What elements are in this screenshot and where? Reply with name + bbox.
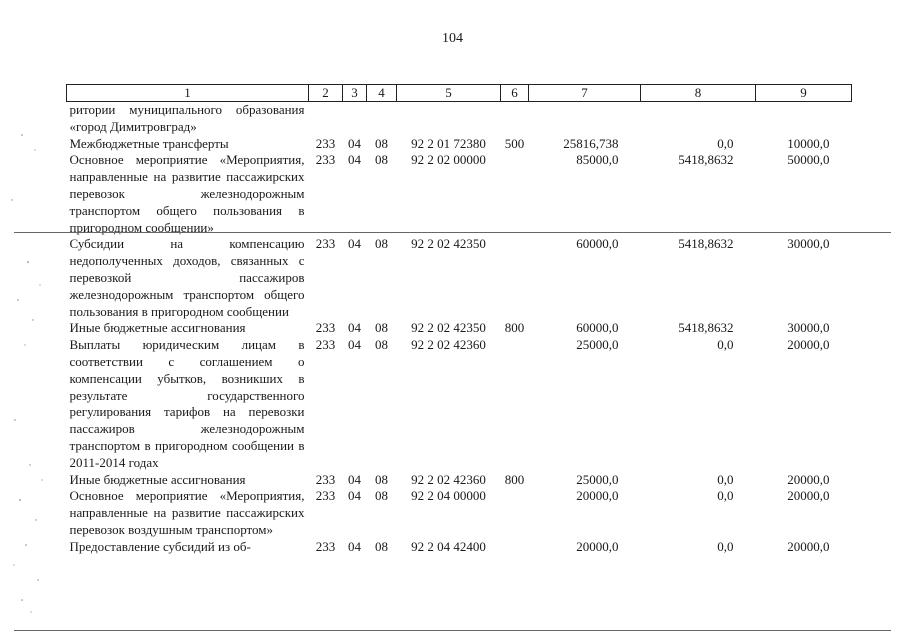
row-description: ритории муниципального образования «город Димитровград» <box>69 102 305 134</box>
table-body <box>67 102 852 556</box>
row-description: Субсидии на компенсацию недополученных доходов, связанных с перевозкой пассажиров железнодорожным транспортом общего пользования в пригородном сообщении <box>69 236 305 319</box>
col-3-cell: 04 <box>348 320 361 336</box>
col-2-cell <box>309 102 343 136</box>
col-3-cell: 04 <box>348 236 361 252</box>
col-4-cell: 08 <box>375 488 388 504</box>
row-description: Предоставление субсидий из об- <box>69 538 251 554</box>
col-2-cell: 233 <box>315 538 336 554</box>
col-2-cell: 233 <box>315 152 336 168</box>
col-8-cell: 5418,8632 <box>678 236 734 252</box>
col-6-cell <box>501 236 529 320</box>
col-5-cell <box>397 102 501 136</box>
col-2-cell: 233 <box>315 471 336 487</box>
table-row <box>67 152 852 236</box>
col-header-2: 2 <box>309 85 343 102</box>
col-2-cell: 233 <box>315 135 336 151</box>
col-6-cell <box>501 337 529 471</box>
col-9-cell: 30000,0 <box>787 320 830 336</box>
col-6-cell: 800 <box>504 471 525 487</box>
page-number: 104 <box>442 31 463 46</box>
col-3-cell: 04 <box>348 538 361 554</box>
col-5-cell: 92 2 02 00000 <box>411 152 486 168</box>
col-7-cell: 60000,0 <box>576 320 619 336</box>
col-header-5: 5 <box>397 85 501 102</box>
col-9-cell: 20000,0 <box>787 488 830 504</box>
col-4-cell <box>367 102 397 136</box>
table-row <box>67 488 852 538</box>
col-7-cell: 20000,0 <box>576 488 619 504</box>
col-3-cell: 04 <box>348 471 361 487</box>
col-5-cell: 92 2 04 00000 <box>411 488 486 504</box>
col-9-cell: 30000,0 <box>787 236 830 252</box>
col-7-cell: 60000,0 <box>576 236 619 252</box>
col-7-cell: 20000,0 <box>576 538 619 554</box>
col-6-cell <box>501 539 529 556</box>
table-row <box>67 102 852 136</box>
col-7-cell: 25000,0 <box>576 471 619 487</box>
col-9-cell: 20000,0 <box>787 337 830 353</box>
col-2-cell: 233 <box>315 320 336 336</box>
col-5-cell: 92 2 02 42360 <box>411 337 486 353</box>
budget-table <box>66 84 852 556</box>
col-3-cell: 04 <box>348 337 361 353</box>
col-4-cell: 08 <box>375 152 388 168</box>
table-row <box>67 236 852 320</box>
col-header-3: 3 <box>343 85 367 102</box>
col-9-cell: 20000,0 <box>787 471 830 487</box>
col-header-8: 8 <box>641 85 756 102</box>
col-3-cell: 04 <box>348 152 361 168</box>
col-7-cell: 85000,0 <box>576 152 619 168</box>
col-7-cell: 25816,738 <box>563 135 619 151</box>
row-description: Выплаты юридическим лицам в соответствии с соглашением о компенсации убытков, возникших в результате государственного регулирования тарифов на перевозки пассажиров железнодорожным транспортом в пригородном сообщении в 2011-2014 годах <box>69 337 305 470</box>
col-8-cell: 0,0 <box>717 135 734 151</box>
col-8-cell: 0,0 <box>717 488 734 504</box>
row-description: Межбюджетные трансферты <box>69 135 229 151</box>
col-4-cell: 08 <box>375 538 388 554</box>
col-5-cell: 92 2 01 72380 <box>411 135 486 151</box>
col-9-cell: 50000,0 <box>787 152 830 168</box>
col-3-cell: 04 <box>348 135 361 151</box>
col-9-cell: 20000,0 <box>787 538 830 554</box>
col-9-cell: 10000,0 <box>787 135 830 151</box>
col-5-cell: 92 2 04 42400 <box>411 538 486 554</box>
col-header-9: 9 <box>756 85 852 102</box>
col-2-cell: 233 <box>315 488 336 504</box>
col-5-cell: 92 2 02 42360 <box>411 471 486 487</box>
col-header-6: 6 <box>501 85 529 102</box>
col-8-cell: 5418,8632 <box>678 152 734 168</box>
col-9-cell <box>756 102 852 136</box>
col-6-cell: 500 <box>504 135 525 151</box>
col-7-cell: 25000,0 <box>576 337 619 353</box>
col-3-cell: 04 <box>348 488 361 504</box>
col-3-cell <box>343 102 367 136</box>
col-6-cell <box>501 488 529 538</box>
col-2-cell: 233 <box>315 236 336 252</box>
row-description: Иные бюджетные ассигнования <box>69 471 246 487</box>
col-8-cell: 0,0 <box>717 337 734 353</box>
table-row <box>67 320 852 337</box>
row-separator <box>14 232 891 233</box>
col-4-cell: 08 <box>375 135 388 151</box>
table-row <box>67 539 852 556</box>
col-8-cell: 0,0 <box>717 538 734 554</box>
col-8-cell: 5418,8632 <box>678 320 734 336</box>
table-row <box>67 136 852 153</box>
col-header-4: 4 <box>367 85 397 102</box>
col-2-cell: 233 <box>315 337 336 353</box>
row-description: Основное мероприятие «Мероприятия, направленные на развитие пассажирских перевозок воздушным транспортом» <box>69 488 305 537</box>
col-7-cell <box>529 102 641 136</box>
col-6-cell: 800 <box>504 320 525 336</box>
col-header-1: 1 <box>67 85 309 102</box>
col-8-cell <box>641 102 756 136</box>
col-4-cell: 08 <box>375 320 388 336</box>
col-header-7: 7 <box>529 85 641 102</box>
col-5-cell: 92 2 02 42350 <box>411 236 486 252</box>
col-6-cell <box>501 152 529 236</box>
bottom-rule <box>14 630 891 631</box>
row-description: Основное мероприятие «Мероприятия, направленные на развитие пассажирских перевозок железнодорожным транспортом общего пользования в пригородном сообщении» <box>69 152 305 235</box>
col-4-cell: 08 <box>375 236 388 252</box>
col-8-cell: 0,0 <box>717 471 734 487</box>
col-6-cell <box>501 102 529 136</box>
col-4-cell: 08 <box>375 337 388 353</box>
scan-noise <box>0 0 60 640</box>
table-row <box>67 337 852 471</box>
table-row <box>67 472 852 489</box>
column-number-row <box>67 85 852 102</box>
row-description: Иные бюджетные ассигнования <box>69 320 246 336</box>
col-5-cell: 92 2 02 42350 <box>411 320 486 336</box>
col-4-cell: 08 <box>375 471 388 487</box>
